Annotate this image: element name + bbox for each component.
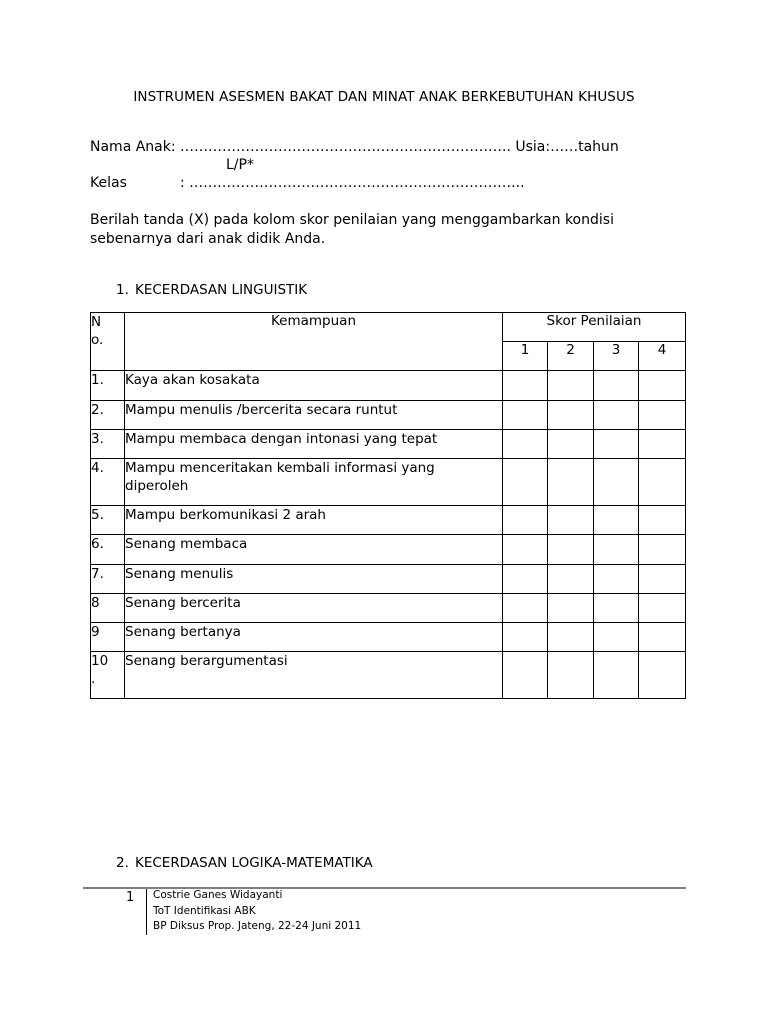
instruction-line-1: Berilah tanda (X) pada kolom skor penilaian yang menggambarkan kondisi [90, 212, 614, 228]
score-cell-1[interactable] [503, 371, 548, 401]
kelas-label: Kelas [90, 175, 127, 191]
score-cell-1[interactable] [503, 459, 548, 506]
section-2-number: 2. [116, 855, 129, 871]
score-cell-4[interactable] [639, 430, 686, 459]
row-text: Kaya akan kosakata [125, 371, 503, 401]
score-cell-4[interactable] [639, 623, 686, 652]
score-cell-3[interactable] [594, 594, 639, 623]
score-cell-3[interactable] [594, 535, 639, 565]
row-number: 8 [91, 594, 125, 623]
row-text: Senang bertanya [125, 623, 503, 652]
table-row [91, 565, 686, 594]
score-cell-2[interactable] [548, 459, 594, 506]
score-cell-1[interactable] [503, 594, 548, 623]
assessment-table [90, 312, 686, 699]
footer-event: ToT Identifikasi ABK [153, 905, 256, 917]
section-2-title: KECERDASAN LOGIKA-MATEMATIKA [135, 855, 373, 871]
score-cell-2[interactable] [548, 401, 594, 430]
row-number: 3. [91, 430, 125, 459]
score-cell-1[interactable] [503, 652, 548, 699]
table-row [91, 401, 686, 430]
score-cell-4[interactable] [639, 459, 686, 506]
kemampuan-header [125, 313, 503, 371]
row-number: 6. [91, 535, 125, 565]
row-text: Senang membaca [125, 535, 503, 565]
row-text: Senang berargumentasi [125, 652, 503, 699]
score-cell-1[interactable] [503, 565, 548, 594]
score-cell-3[interactable] [594, 652, 639, 699]
score-cell-2[interactable] [548, 371, 594, 401]
score-cell-3[interactable] [594, 430, 639, 459]
score-cell-4[interactable] [639, 594, 686, 623]
score-col-3-header: 3 [594, 342, 639, 371]
score-cell-2[interactable] [548, 594, 594, 623]
footer-venue: BP Diksus Prop. Jateng, 22-24 Juni 2011 [153, 920, 362, 932]
table-row [91, 535, 686, 565]
footer-separator [146, 889, 147, 935]
row-number: 1. [91, 371, 125, 401]
page-number: 1 [126, 890, 135, 905]
score-cell-1[interactable] [503, 401, 548, 430]
table-row [91, 371, 686, 401]
row-number: 4. [91, 459, 125, 506]
score-cell-4[interactable] [639, 401, 686, 430]
kelas-field: : ……………………………………………………………... [180, 175, 525, 191]
instruction-line-2: sebenarnya dari anak didik Anda. [90, 231, 326, 247]
score-cell-1[interactable] [503, 535, 548, 565]
table-row [91, 430, 686, 459]
kemampuan-header-text: Kemampuan [270, 313, 356, 329]
section-1-title: KECERDASAN LINGUISTIK [135, 282, 308, 298]
row-text [125, 459, 503, 506]
score-cell-2[interactable] [548, 565, 594, 594]
row-number: 2. [91, 401, 125, 430]
score-cell-4[interactable] [639, 371, 686, 401]
row-text: Mampu membaca dengan intonasi yang tepat [125, 430, 503, 459]
score-cell-3[interactable] [594, 506, 639, 535]
row-number: 5. [91, 506, 125, 535]
score-cell-4[interactable] [639, 535, 686, 565]
score-cell-2[interactable] [548, 506, 594, 535]
section-1-number: 1. [116, 282, 129, 298]
skor-header-text: Skor Penilaian [546, 313, 642, 329]
table-row [91, 623, 686, 652]
score-cell-4[interactable] [639, 506, 686, 535]
score-cell-2[interactable] [548, 430, 594, 459]
row-number [91, 652, 125, 699]
nama-anak-field: Nama Anak: …………………………………………………………….. Usia:……tahun [90, 139, 619, 155]
score-cell-1[interactable] [503, 506, 548, 535]
score-cell-3[interactable] [594, 623, 639, 652]
gender-field: L/P* [226, 157, 254, 173]
table-row [91, 506, 686, 535]
row-number: 7. [91, 565, 125, 594]
row-number: 9 [91, 623, 125, 652]
row-number-wrap: 10 . [91, 653, 109, 687]
row-text: Mampu menulis /bercerita secara runtut [125, 401, 503, 430]
row-text: Senang menulis [125, 565, 503, 594]
score-col-1-header: 1 [503, 342, 548, 371]
score-cell-1[interactable] [503, 430, 548, 459]
score-cell-3[interactable] [594, 371, 639, 401]
no-header [91, 313, 125, 371]
score-cell-1[interactable] [503, 623, 548, 652]
footer-author: Costrie Ganes Widayanti [153, 889, 283, 901]
score-cell-3[interactable] [594, 401, 639, 430]
score-cell-2[interactable] [548, 652, 594, 699]
document-title: INSTRUMEN ASESMEN BAKAT DAN MINAT ANAK BERKEBUTUHAN KHUSUS [133, 89, 635, 105]
table-row [91, 652, 686, 699]
score-cell-4[interactable] [639, 565, 686, 594]
score-col-2-header: 2 [548, 342, 594, 371]
score-col-4-header: 4 [639, 342, 686, 371]
table-row [91, 459, 686, 506]
row-text-wrap: Mampu menceritakan kembali informasi yang diperoleh [125, 460, 435, 494]
no-header-text: N o. [91, 314, 104, 348]
score-cell-2[interactable] [548, 623, 594, 652]
row-text: Senang bercerita [125, 594, 503, 623]
skor-header [503, 313, 686, 342]
score-cell-4[interactable] [639, 652, 686, 699]
row-text: Mampu berkomunikasi 2 arah [125, 506, 503, 535]
score-cell-3[interactable] [594, 459, 639, 506]
table-row [91, 594, 686, 623]
score-cell-2[interactable] [548, 535, 594, 565]
score-cell-3[interactable] [594, 565, 639, 594]
